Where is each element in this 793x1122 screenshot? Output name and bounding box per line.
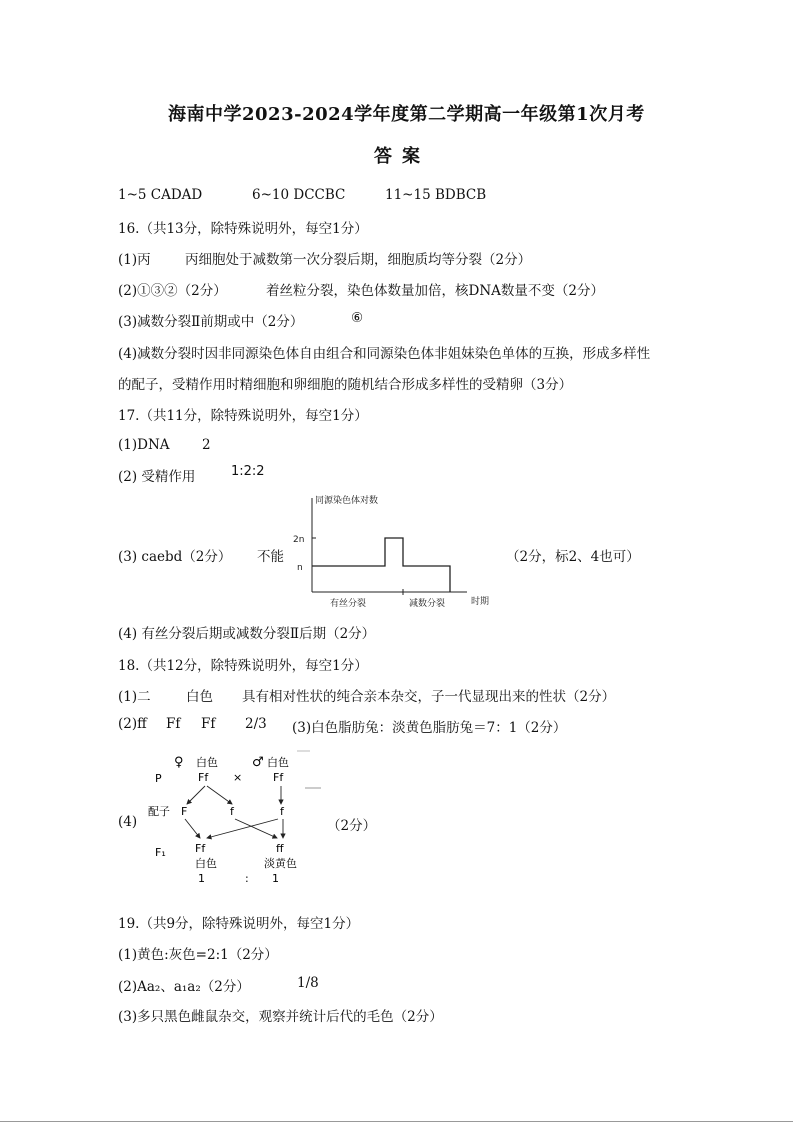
q18-answer-4-score: （2分） [327,818,377,834]
q16-answer-2a: (2)①③②（2分） [118,283,227,299]
graph-x-meiosis: 减数分裂 [409,599,446,609]
offspring1-phenotype: 白色 [195,857,217,870]
graph-x-mitosis: 有丝分裂 [330,599,367,609]
choice-answers-1-5: 1~5 CADAD [118,187,203,203]
ratio-colon: : [245,872,249,885]
graph-y-n: n [297,563,303,573]
q17-heading: 17.（共11分，除特殊说明外，每空1分） [118,408,368,424]
q17-answer-4: (4) 有丝分裂后期或减数分裂Ⅱ后期（2分） [118,626,376,642]
q17-answer-2b: 1:2:2 [231,464,265,479]
male-phenotype: 白色 [267,756,289,769]
arrow-F-to-Ff [185,819,200,838]
q18-answer-2d: 2/3 [245,716,267,732]
parent-label: P [155,772,162,785]
q16-answer-4-line1: (4)减数分裂时因非同源染色体自由组合和同源染色体非姐妹染色单体的互换，形成多样性 [118,346,651,362]
q18-answer-2a: (2)ff [118,716,147,732]
q18-answer-2c: Ff [201,716,216,732]
male-symbol: ♂ [252,755,264,770]
male-genotype: Ff [273,771,284,784]
offspring1-genotype: Ff [195,842,206,855]
offspring2-genotype: ff [276,842,284,855]
q16-answer-1b: 丙细胞处于减数第一次分裂后期，细胞质均等分裂（2分） [185,252,532,268]
q16-heading: 16.（共13分，除特殊说明外，每空1分） [118,221,368,237]
q19-answer-3: (3)多只黑色雌鼠杂交，观察并统计后代的毛色（2分） [118,1009,443,1025]
choice-answers-11-15: 11~15 BDBCB [385,187,487,203]
page-title: 海南中学2023-2024学年度第二学期高一年级第1次月考 [168,104,645,125]
graph-y-label: 同源染色体对数 [315,496,379,506]
offspring2-phenotype: 淡黄色 [264,857,297,870]
q17-answer-3a: (3) caebd（2分） [118,549,232,565]
female-genotype: Ff [198,771,209,784]
q16-answer-4-line2: 的配子，受精作用时精细胞和卵细胞的随机结合形成多样性的受精卵（3分） [118,377,573,393]
gamete-label: 配子 [148,805,170,818]
q16-answer-3b: ⑥ [351,310,364,326]
q19-answer-1: (1)黄色:灰色=2:1（2分） [118,947,278,963]
choice-answers-6-10: 6~10 DCCBC [252,187,346,203]
gamete-f-female: f [230,805,234,818]
q16-answer-2b: 着丝粒分裂，染色体数量加倍，核DNA数量不变（2分） [266,283,604,299]
gamete-f-male: f [280,805,284,818]
graph-x-label: 时期 [471,597,490,607]
arrow-f-to-Ff [207,819,278,838]
q17-answer-1b: 2 [202,437,211,453]
female-symbol: ♀ [174,755,184,770]
cross-symbol: × [233,771,243,784]
offspring1-ratio: 1 [198,872,205,885]
q17-answer-3b: 不能 [257,549,284,565]
f1-label: F₁ [155,846,166,859]
q19-heading: 19.（共9分，除特殊说明外，每空1分） [118,916,360,932]
q18-answer-1c: 具有相对性状的纯合亲本杂交，子一代显现出来的性状（2分） [242,689,616,705]
q17-answer-2a: (2) 受精作用 [118,469,196,485]
graph-y-2n: 2n [293,535,305,545]
graph-step-line [312,538,450,592]
homologous-pairs-graph [285,492,500,610]
q18-answer-1a: (1)二 [118,689,151,705]
q17-answer-1a: (1)DNA [118,437,170,453]
q17-answer-3c: （2分，标2、4也可） [506,549,640,565]
q16-answer-3a: (3)减数分裂Ⅱ前期或中（2分） [118,314,304,330]
female-phenotype: 白色 [196,756,218,769]
q18-answer-1b: 白色 [186,689,213,705]
genetic-cross-diagram [145,748,325,890]
q18-heading: 18.（共12分，除特殊说明外，每空1分） [118,658,368,674]
q18-answer-2b: Ff [166,716,181,732]
page-subtitle: 答案 [374,146,430,167]
arrow-female-F [187,786,205,804]
q16-answer-1a: (1)丙 [118,252,151,268]
q18-answer-4-label: (4) [118,814,138,830]
arrow-female-f [207,786,232,804]
q19-answer-2b: 1/8 [297,975,319,991]
q19-answer-2a: (2)Aa₂、a₁a₂（2分） [118,979,250,995]
offspring2-ratio: 1 [272,872,279,885]
gamete-F: F [181,805,188,818]
q18-answer-3: (3)白色脂肪兔：淡黄色脂肪兔＝7：1（2分） [292,720,567,736]
